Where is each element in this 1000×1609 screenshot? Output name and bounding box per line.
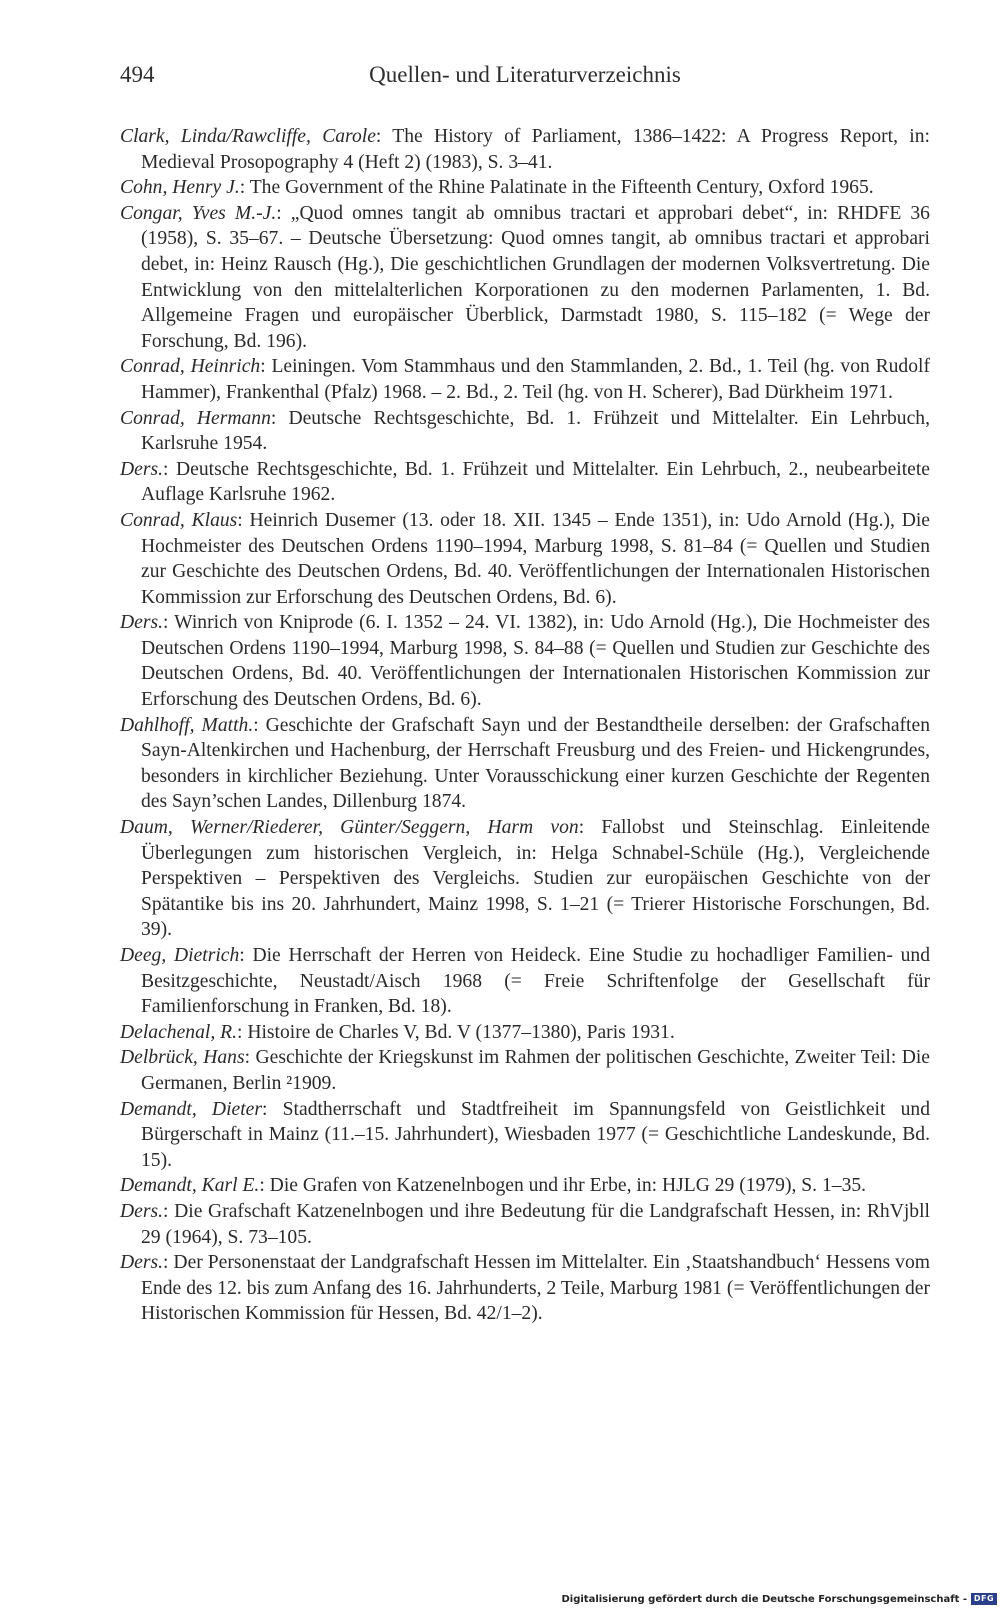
bibliography-entry [120,1173,930,1199]
entry-author: Delbrück, Hans [120,1047,245,1069]
page-number: 494 [120,62,155,87]
entry-author: Demandt, Dieter [120,1098,262,1120]
entry-author: Ders. [120,458,163,480]
entry-author: Demandt, Karl E. [120,1175,260,1197]
entry-text: : Heinrich Dusemer (13. oder 18. XII. 1345 – Ende 1351), in: Udo Arnold (Hg.), Die Hochmeister des Deutschen Ordens 1190–1994, Marburg 1998, S. 81–84 (= Quellen und Studien zur Geschichte des Deutschen Ordens, Bd. 40. Veröffentlichungen der Internationalen Historischen Kommission zur Erforschung des Deutschen Ordens, Bd. 6). [141,509,930,608]
entry-text: : Deutsche Rechtsgeschichte, Bd. 1. Frühzeit und Mittelalter. Ein Lehrbuch, Karlsruhe 1954. [141,407,930,455]
bibliography-entry [120,713,930,815]
entry-author: Conrad, Klaus [120,509,238,531]
bibliography-entry [120,406,930,457]
bibliography-entry [120,943,930,1020]
entry-text: : Die Grafen von Katzenelnbogen und ihr Erbe, in: HJLG 29 (1979), S. 1–35. [259,1175,867,1197]
bibliography-entry [120,124,930,175]
bibliography-entry [120,1097,930,1174]
entry-author: Conrad, Hermann [120,407,271,429]
entry-text: : Geschichte der Grafschaft Sayn und der Bestandtheile derselben: der Grafschaften Sayn-Altenkirchen und Hachenburg, der Herrschaft Freusburg und des Freien- und Hickengrundes, besonders in kirchlicher Beziehung. Unter Vorausschickung einer kurzen Geschichte der Regenten des Sayn’schen Landes, Dillenburg 1874. [141,714,930,813]
entry-text: : Winrich von Kniprode (6. I. 1352 – 24. VI. 1382), in: Udo Arnold (Hg.), Die Hochmeister des Deutschen Ordens 1190–1994, Marburg 1998, S. 84–88 (= Quellen und Studien zur Geschichte des Deutschen Ordens, Bd. 40. Veröffentlichungen der Internationalen Historischen Kommission zur Erforschung des Deutschen Ordens, Bd. 6). [141,612,930,711]
running-title: Quellen- und Literaturverzeichnis [369,62,681,87]
bibliography-entry [120,175,930,201]
entry-text: : The History of Parliament, 1386–1422: A Progress Report, in: Medieval Prosopography 4 (Heft 2) (1983), S. 3–41. [141,126,930,173]
entry-author: Ders. [120,1252,163,1274]
entry-text: : Die Grafschaft Katzenelnbogen und ihre Bedeutung für die Landgrafschaft Hessen, in: RhVjbll 29 (1964), S. 73–105. [141,1200,930,1248]
page-header [120,62,930,102]
entry-author: Congar, Yves M.-J. [120,202,277,224]
entry-text: : Fallobst und Steinschlag. Einleitende Überlegungen zum historischen Vergleich, in: Helga Schnabel-Schüle (Hg.), Vergleichende Perspektiven – Perspektiven des Vergleichs. Studien zur europäischen Geschichte von der Spätantike bis ins 20. Jahrhundert, Mainz 1998, S. 1–21 (= Trierer Historische Forschungen, Bd. 39). [141,817,930,941]
bibliography-entry [120,457,930,508]
entry-text: : Leiningen. Vom Stammhaus und den Stammlanden, 2. Bd., 1. Teil (hg. von Rudolf Hammer), Frankenthal (Pfalz) 1968. – 2. Bd., 2. Teil (hg. von H. Scherer), Bad Dürkheim 1971. [141,356,930,403]
entry-author: Dahlhoff, Matth. [120,714,254,736]
bibliography-entry [120,610,930,712]
entry-text: : The Government of the Rhine Palatinate in the Fifteenth Century, Oxford 1965. [239,177,874,199]
entry-text: : Der Personenstaat der Landgrafschaft Hessen im Mittelalter. Ein ‚Staatshandbuch‘ Hessens vom Ende des 12. bis zum Anfang des 16. Jahrhunderts, 2 Teile, Marburg 1981 (= Veröffentlichungen der Historischen Kommission für Hessen, Bd. 42/1–2). [141,1252,930,1325]
bibliography-entry [120,508,930,610]
entry-author: Clark, Linda/Rawcliffe, Carole [120,126,376,147]
entry-text: : Die Herrschaft der Herren von Heideck. Eine Studie zu hochadliger Familien- und Besitzgeschichte, Neustadt/Aisch 1968 (= Freie Schriftenfolge der Gesellschaft für Familienforschung in Franken, Bd. 18). [141,945,930,1018]
digitization-credit [561,1591,997,1607]
bibliography-list [120,124,930,1327]
entry-text: : Stadtherrschaft und Stadtfreiheit im Spannungsfeld von Geistlichkeit und Bürgerschaft in Mainz (11.–15. Jahrhundert), Wiesbaden 1977 (= Geschichtliche Landeskunde, Bd. 15). [141,1098,930,1171]
entry-author: Delachenal, R. [120,1021,237,1043]
entry-text: : Histoire de Charles V, Bd. V (1377–1380), Paris 1931. [236,1021,675,1043]
bibliography-entry [120,815,930,943]
entry-author: Deeg, Dietrich [120,945,240,966]
bibliography-entry [120,1199,930,1250]
entry-author: Ders. [120,1200,163,1222]
bibliography-entry [120,1020,930,1046]
dfg-logo: DFG [971,1593,997,1605]
bibliography-entry [120,354,930,405]
entry-author: Daum, Werner/Riederer, Günter/Seggern, Harm von [120,817,579,839]
bibliography-entry [120,1045,930,1096]
entry-text: : „Quod omnes tangit ab omnibus tractari et approbari debet“, in: RHDFE 36 (1958), S. 35–67. – Deutsche Übersetzung: Quod omnes tangit, ab omnibus tractari et approbari debet, in: Heinz Rausch (Hg.), Die geschichtlichen Grundlagen der modernen Volksvertretung. Die Entwicklung von den mittelalterlichen Korporationen zu den modernen Parlamenten, 1. Bd. Allgemeine Fragen und europäischer Überblick, Darmstadt 1980, S. 115–182 (= Wege der Forschung, Bd. 196). [141,202,930,352]
entry-author: Ders. [120,612,163,634]
entry-text: : Deutsche Rechtsgeschichte, Bd. 1. Frühzeit und Mittelalter. Ein Lehrbuch, 2., neubearbeitete Auflage Karlsruhe 1962. [141,458,930,506]
entry-author: Cohn, Henry J. [120,177,240,199]
bibliography-entry [120,1250,930,1327]
entry-author: Conrad, Heinrich [120,356,261,378]
bibliography-entry [120,201,930,355]
entry-text: : Geschichte der Kriegskunst im Rahmen der politischen Geschichte, Zweiter Teil: Die Germanen, Berlin ²1909. [141,1047,930,1094]
credit-text: Digitalisierung gefördert durch die Deutsche Forschungsgemeinschaft - [561,1593,967,1605]
